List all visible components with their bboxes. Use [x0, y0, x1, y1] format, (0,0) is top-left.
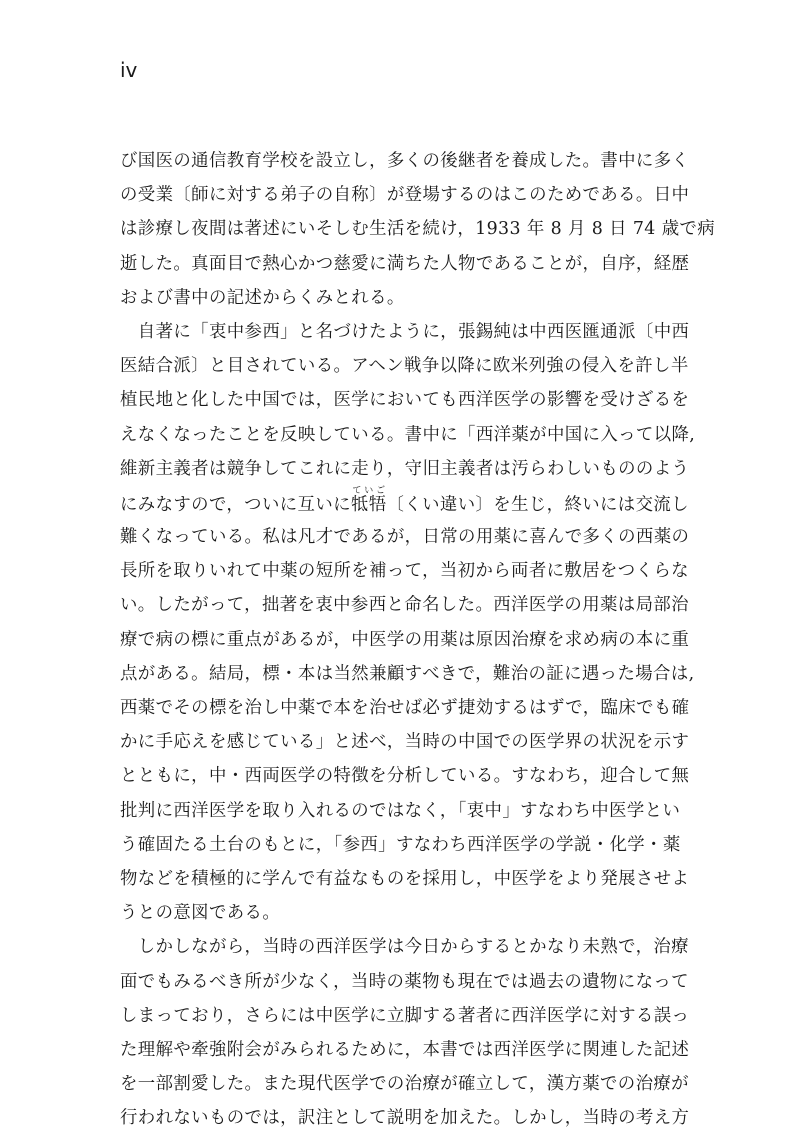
text-line: 面でもみるべき所が少なく，当時の薬物も現在では過去の遺物になって [120, 971, 689, 992]
text-line: および書中の記述からくみとれる。 [120, 287, 405, 308]
text-line: 維新主義者は競争してこれに走り，守旧主義者は汚らわしいもののよう [120, 458, 690, 479]
text-line: 難くなっている。私は凡才であるが，日常の用薬に喜んで多くの西薬の [120, 527, 690, 548]
text-line: た理解や牽強附会がみられるために，本書では西洋医学に関連した記述 [120, 1039, 690, 1060]
text-line: 行われないものでは，訳注として説明を加えた。しかし，当時の考え方 [120, 1108, 690, 1129]
text-line: えなくなったことを反映している。書中に「西洋薬が中国に入って以降, [120, 424, 696, 445]
text-line: しまっており，さらには中医学に立脚する著者に西洋医学に対する誤っ [120, 1005, 690, 1026]
ruby-line-after: 〔くい違い〕を生じ，終いには交流し [386, 494, 689, 515]
text-line: び国医の通信教育学校を設立し，多くの後継者を養成した。書中に多く [120, 151, 690, 171]
text-line: かに手応えを感じている」と述べ，当時の中国での医学界の状況を示す [120, 732, 690, 753]
text-line: 自著に「衷中参西」と名づけたように，張錫純は中西医匯通派〔中西 [120, 321, 690, 342]
text-line: 批判に西洋医学を取り入れるのではなく，「衷中」すなわち中医学とい [120, 800, 681, 821]
text-line: を一部割愛した。また現代医学での治療が確立して，漢方薬での治療が [120, 1074, 689, 1095]
text-line: 療で病の標に重点があるが，中医学の用薬は原因治療を求め病の本に重 [120, 629, 690, 650]
text-line: 逝した。真面目で熱心かつ慈愛に満ちた人物であることが，自序，経歴 [120, 253, 690, 274]
text-line: 物などを積極的に学んで有益なものを採用し，中医学をより発展させよ [120, 868, 690, 889]
ruby-reading: ていご [350, 485, 387, 496]
text-line: うとの意図である。 [120, 903, 281, 924]
text-line: とともに，中・西両医学の特徴を分析している。すなわち，迎合して無 [120, 766, 690, 787]
text-line: い。したがって，拙著を衷中参西と命名した。西洋医学の用薬は局部治 [120, 595, 689, 616]
ruby-annotation [350, 485, 387, 515]
text-line: 植民地と化した中国では，医学においても西洋医学の影響を受けざるを [120, 390, 690, 411]
ruby-base: 牴牾 [350, 494, 387, 515]
text-line-with-ruby [120, 486, 690, 520]
text-line: う確固たる土台のもとに，「参西」すなわち西洋医学の学説・化学・薬 [120, 834, 681, 855]
page-number: iv [120, 58, 138, 82]
text-line: 点がある。結局，標・本は当然兼顧すべきで，難治の証に遇った場合は, [120, 663, 695, 684]
text-line: 医結合派〕と目されている。アヘン戦争以降に欧米列強の侵入を許し半 [120, 356, 689, 377]
ruby-line-before: にみなすので，ついに互いに [120, 494, 351, 515]
text-line: 長所を取りいれて中薬の短所を補って，当初から両者に敷居をつくらな [120, 561, 689, 582]
text-line: は診療し夜間は著述にいそしむ生活を続け，1933 年 8 月 8 日 74 歳で病 [120, 219, 716, 240]
body-text [120, 144, 716, 1135]
text-line: しかしながら，当時の西洋医学は今日からするとかなり未熟で，治療 [120, 937, 689, 958]
text-line: の受業〔師に対する弟子の自称〕が登場するのはこのためである。日中 [120, 185, 690, 206]
text-line: 西薬でその標を治し中薬で本を治せば必ず捷効するはずで，臨床でも確 [120, 698, 690, 718]
